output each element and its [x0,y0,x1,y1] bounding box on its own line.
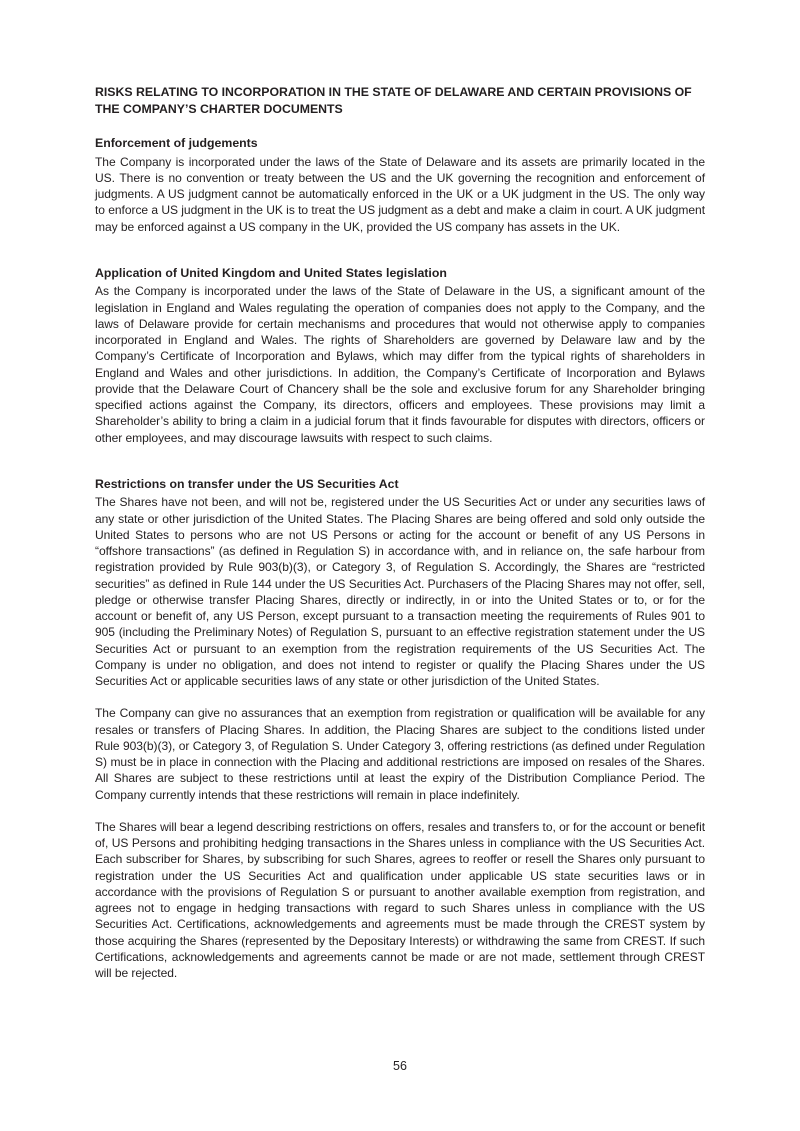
paragraph-spacer [95,689,705,705]
paragraph-restrictions-1: The Shares have not been, and will not be, registered under the US Securities Act or under any securities laws of any state or other jurisdiction of the United States. The Placing Shares are being offered and sold only outside the United States to persons who are not US Persons or acting for the account or benefit of any US Persons in “offshore transactions” (as defined in Regulation S) in accordance with, and in reliance on, the safe harbour from registration provided by Rule 903(b)(3), or Category 3, of Regulation S. Accordingly, the Shares are “restricted securities” as defined in Rule 144 under the US Securities Act. Purchasers of the Placing Shares may not offer, sell, pledge or otherwise transfer Placing Shares, directly or indirectly, in or into the United States or to, or for the account or benefit of, any US Person, except pursuant to a transaction meeting the requirements of Rules 901 to 905 (including the Preliminary Notes) of Regulation S, pursuant to an effective registration statement under the US Securities Act or pursuant to an exemption from the registration requirements of the US Securities Act. The Company is under no obligation, and does not intend to register or qualify the Placing Shares under the US Securities Act or applicable securities laws of any state or other jurisdiction of the United States. [95,495,705,688]
heading-enforcement-of-judgements: Enforcement of judgements [95,136,258,150]
paragraph-restrictions-2: The Company can give no assurances that an exemption from registration or qualification will be available for any resales or transfers of Placing Shares. In addition, the Placing Shares are subject to the conditions listed under Rule 903(b)(3), or Category 3, of Regulation S. Under Category 3, offering restrictions (as defined under Regulation S) must be in place in connection with the Placing and additional restrictions are imposed on resales of the Shares. All Shares are subject to these restrictions until at least the expiry of the Distribution Compliance Period. The Company currently intends that these restrictions will remain in place indefinitely. [95,706,705,802]
section-spacer [95,235,705,265]
section-title: RISKS RELATING TO INCORPORATION IN THE STATE OF DELAWARE AND CERTAIN PROVISIONS OF THE COMPANY’S CHARTER DOCUMENTS [95,85,692,116]
section-spacer [95,446,705,476]
heading-restrictions-on-transfer: Restrictions on transfer under the US Securities Act [95,476,399,491]
document-page [95,84,705,981]
paragraph-enforcement-1: The Company is incorporated under the laws of the State of Delaware and its assets are primarily located in the US. There is no convention or treaty between the US and the UK governing the recognition and enforcement of judgments. A US judgment cannot be automatically enforced in the UK or a UK judgment in the US. The only way to enforce a US judgment in the UK is to treat the US judgment as a debt and make a claim in court. A UK judgment may be enforced against a US company in the UK, provided the US company has assets in the UK. [95,154,705,234]
heading-application-of-legislation: Application of United Kingdom and United States legislation [95,265,447,280]
paragraph-spacer [95,803,705,819]
page-number: 56 [393,1059,407,1073]
paragraph-legislation-1: As the Company is incorporated under the laws of the State of Delaware in the US, a significant amount of the legislation in England and Wales regulating the operation of companies does not apply to the Company, and the laws of Delaware provide for certain mechanisms and procedures that would not otherwise apply to companies incorporated in England and Wales. The rights of Shareholders are governed by Delaware law and by the Company’s Certificate of Incorporation and Bylaws, which may differ from the typical rights of shareholders in England and Wales and other jurisdictions. In addition, the Company’s Certificate of Incorporation and Bylaws provide that the Delaware Court of Chancery shall be the sole and exclusive forum for any Shareholder bringing specified actions against the Company, its directors, officers and employees. These provisions may limit a Shareholder’s ability to bring a claim in a judicial forum that it finds favourable for disputes with directors, officers or other employees, and may discourage lawsuits with respect to such claims. [95,284,705,445]
paragraph-restrictions-3: The Shares will bear a legend describing restrictions on offers, resales and transfers to, or for the account or benefit of, US Persons and prohibiting hedging transactions in the Shares unless in compliance with the US Securities Act. Each subscriber for Shares, by subscribing for such Shares, agrees to reoffer or resell the Shares only pursuant to registration under the US Securities Act and qualification under applicable US state securities laws or in accordance with the provisions of Regulation S or pursuant to another available exemption from registration, and agrees not to engage in hedging transactions with regard to such Shares unless in compliance with the US Securities Act. Certifications, acknowledgements and agreements must be made through the CREST system by those acquiring the Shares (represented by the Depositary Interests) or withdrawing the same from CREST. If such Certifications, acknowledgements and agreements cannot be made or are not made, settlement through CREST will be rejected. [95,819,705,980]
